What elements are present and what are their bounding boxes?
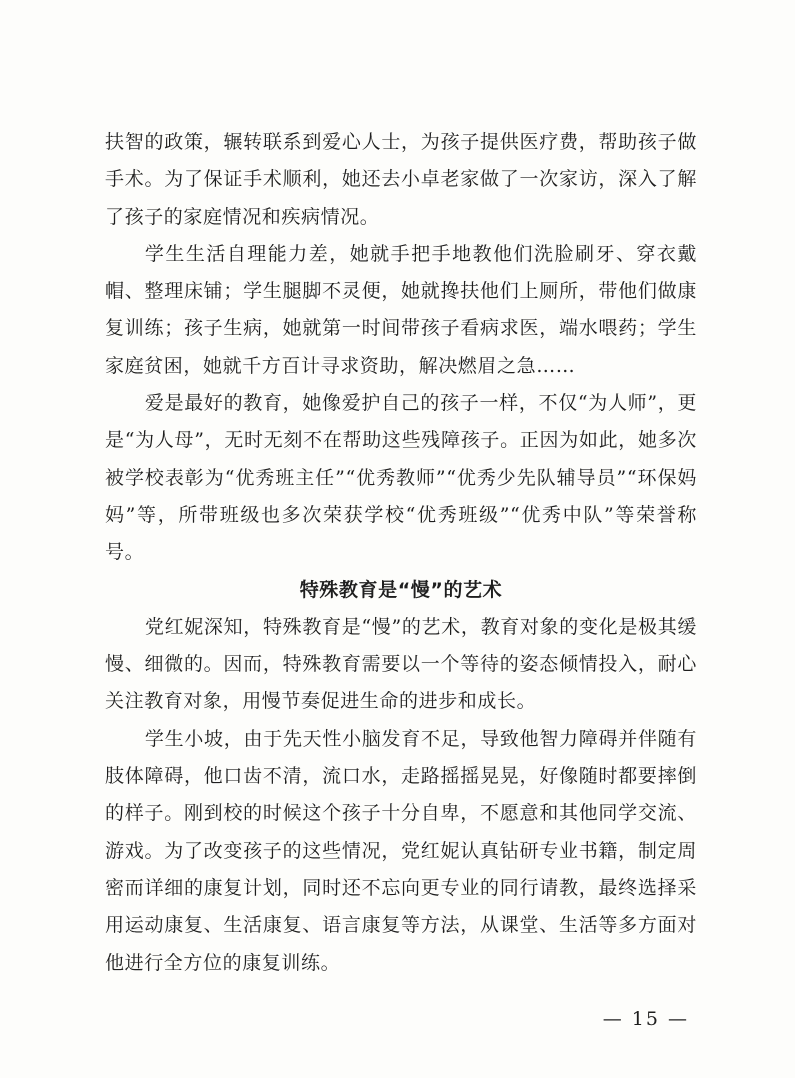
paragraph-4: 党红妮深知，特殊教育是“慢”的艺术，教育对象的变化是极其缓慢、细微的。因而，特殊教育需要以一个等待的姿态倾情投入，耐心关注教育对象，用慢节奏促进生命的进步和成长。 bbox=[105, 615, 697, 713]
paragraph-3: 爱是最好的教育，她像爱护自己的孩子一样，不仅“为人师”，更是“为人母”，无时无刻不在帮助这些残障孩子。正因为如此，她多次被学校表彰为“优秀班主任”“优秀教师”“优秀少先队辅导员”“环保妈妈”等，所带班级也多次荣获学校“优秀班级”“优秀中队”等荣誉称号。 bbox=[105, 392, 697, 564]
section-heading: 特殊教育是“慢”的艺术 bbox=[299, 578, 503, 601]
paragraph-5: 学生小坡，由于先天性小脑发育不足，导致他智力障碍并伴随有肢体障碍，他口齿不清，流口水，走路摇摇晃晃，好像随时都要摔倒的样子。刚到校的时候这个孩子十分自卑，不愿意和其他同学交流、游戏。为了改变孩子的这些情况，党红妮认真钻研专业书籍，制定周密而详细的康复计划，同时还不忘向更专业的同行请教，最终选择采用运动康复、生活康复、语言康复等方法，从课堂、生活等多方面对他进行全方位的康复训练。 bbox=[105, 727, 697, 974]
paragraph-1: 扶智的政策，辗转联系到爱心人士，为孩子提供医疗费，帮助孩子做手术。为了保证手术顺利，她还去小卓老家做了一次家访，深入了解了孩子的家庭情况和疾病情况。 bbox=[105, 131, 697, 228]
document-body bbox=[105, 124, 697, 982]
page-number: — 15 — bbox=[602, 1008, 689, 1030]
paragraph-2: 学生生活自理能力差，她就手把手地教他们洗脸刷牙、穿衣戴帽、整理床铺；学生腿脚不灵便，她就搀扶他们上厕所，带他们做康复训练；孩子生病，她就第一时间带孩子看病求医，端水喂药；学生家庭贫困，她就千方百计寻求资助，解决燃眉之急…… bbox=[105, 242, 697, 377]
